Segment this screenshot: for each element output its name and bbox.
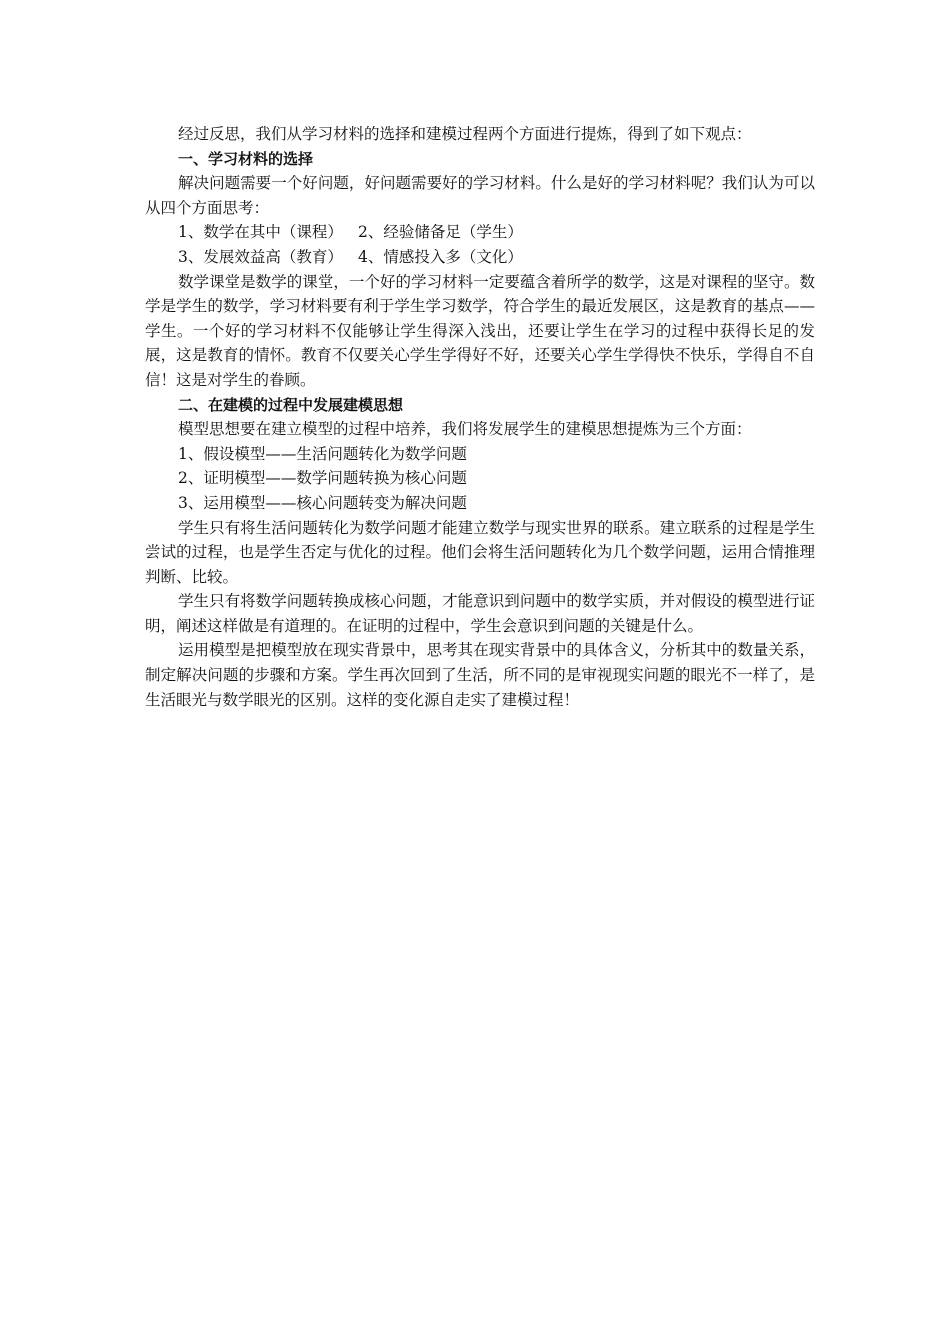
list-item: 1、假设模型——生活问题转化为数学问题 [178,444,467,463]
paragraph: 数学课堂是数学的课堂，一个好的学习材料一定要蕴含着所学的数学，这是对课程的坚守。数学是学生的数学，学习材料要有利于学生学习数学，符合学生的最近发展区，这是教育的基点——学生。一个好的学习材料不仅能够让学生得深入浅出，还要让学生在学习的过程中获得长足的发展，这是教育的情怀。教育不仅要关心学生学得好不好，还要关心学生学得快不快乐，学得自不自信！这是对学生的眷顾。 [145,272,815,389]
paragraph: 学生只有将数学问题转换成核心问题，才能意识到问题中的数学实质，并对假设的模型进行证明，阐述这样做是有道理的。在证明的过程中，学生会意识到问题的关键是什么。 [145,592,815,635]
section-heading: 二、在建模的过程中发展建模思想 [178,395,404,414]
paragraph: 解决问题需要一个好问题，好问题需要好的学习材料。什么是好的学习材料呢？我们认为可以从四个方面思考： [145,174,815,217]
intro-paragraph: 经过反思，我们从学习材料的选择和建模过程两个方面进行提炼，得到了如下观点： [178,125,752,143]
criteria-item: 4、情感投入多（文化） [358,247,523,266]
document-body [145,122,815,712]
paragraph: 学生只有将生活问题转化为数学问题才能建立数学与现实世界的联系。建立联系的过程是学生尝试的过程，也是学生否定与优化的过程。他们会将生活问题转化为几个数学问题，运用合情推理判断、比较。 [145,518,815,586]
section-modeling-process [145,393,815,713]
list-item: 3、运用模型——核心问题转变为解决问题 [178,493,467,512]
list-item: 2、证明模型——数学问题转换为核心问题 [178,469,467,488]
criteria-row [145,245,815,270]
section-heading: 一、学习材料的选择 [178,149,314,168]
criteria-item: 2、经验储备足（学生） [358,223,523,242]
paragraph: 模型思想要在建立模型的过程中培养，我们将发展学生的建模思想提炼为三个方面： [178,420,752,439]
criteria-row [145,220,815,245]
paragraph: 运用模型是把模型放在现实背景中，思考其在现实背景中的具体含义，分析其中的数量关系，制定解决问题的步骤和方案。学生再次回到了生活，所不同的是审视现实问题的眼光不一样了，是生活眼光与数学眼光的区别。这样的变化源自走实了建模过程！ [145,641,815,709]
criteria-item: 1、数学在其中（课程） [178,223,343,242]
section-learning-materials [145,147,815,393]
criteria-item: 3、发展效益高（教育） [178,247,343,266]
